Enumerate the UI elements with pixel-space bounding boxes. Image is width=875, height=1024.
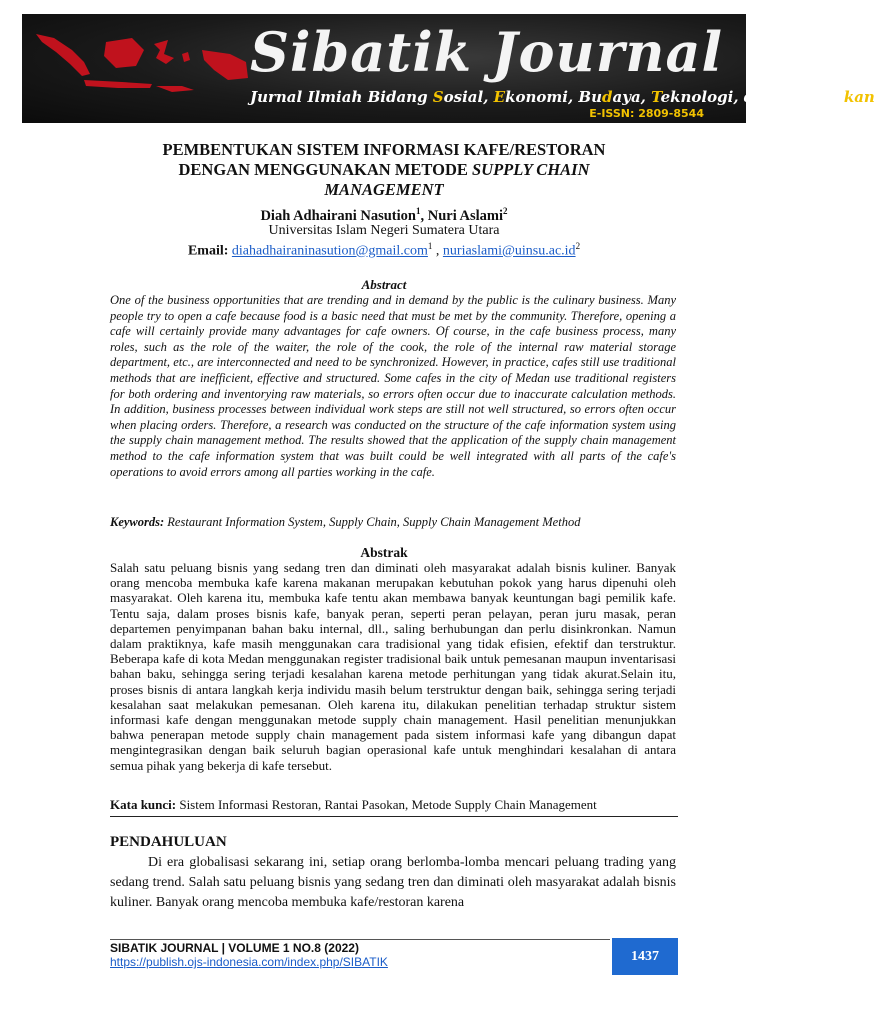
abstract-heading: Abstract [361, 277, 407, 292]
abstract-text: One of the business opportunities that are trending and in demand by the public is the culinary business. Many people try to open a cafe because food is a basic need that must be met by the community. Therefore, opening a cafe will certainly provide many advantages for cafe owners. Of course, in the cafe business process, many roles, such as the role of the waiter, the role of the cook, the role of the internal raw material storage department, etc., are interconnected and need to be synchronized. However, in practice, cafes still use traditional methods that are inefficient, effective and structured. Some cafes in the city of Medan use traditional registers for both ordering and inventorying raw materials, so errors often occur due to inaccurate calculation methods. In addition, business processes between individual work steps are still not well structured, so errors often occur when placing orders. Therefore, a research was conducted on the structure of the cafe information system using the supply chain management method. The results showed that the application of the supply chain management method to the cafe information system that was built could be well integrated with all parts of the cafe's operations to avoid errors among all parties working in the cafe. [110, 293, 676, 479]
journal-title: Sibatik Journal [250, 20, 723, 84]
section-body: Di era globalisasi sekarang ini, setiap orang berlomba-lomba mencari peluang trading yang sedang trend. Salah satu peluang bisnis yang sedang tren dan diminati oleh masyarakat adalah bisnis kuliner. Banyak orang mencoba membuka kafe/restoran karena [110, 855, 676, 910]
issn-label: E-ISSN: 2809-8544 [589, 107, 704, 120]
journal-subtitle: Jurnal Ilmiah Bidang Sosial, Ekonomi, Budaya, Teknologi, dan Pendidikan [250, 88, 875, 106]
footer-url-link[interactable]: https://publish.ojs-indonesia.com/index.php/SIBATIK [110, 955, 388, 969]
email-link-2[interactable]: nuriaslami@uinsu.ac.id [442, 243, 576, 259]
paper-title: PEMBENTUKAN SISTEM INFORMASI KAFE/RESTORAN DENGAN MENGGUNAKAN METODE SUPPLY CHAIN MANAGEMENT [162, 140, 606, 199]
abstrak-text: Salah satu peluang bisnis yang sedang tren dan diminati oleh masyarakat adalah bisnis kuliner. Banyak orang mencoba membuka kafe karena makanan merupakan kebutuhan pokok yang harus dipenuhi oleh masyarakat. Oleh karena itu, membuka kafe tentu akan membawa banyak keuntungan bagi pemilik kafe. Tentu saja, dalam proses bisnis kafe, banyak peran, seperti peran pelayan, peran juru masak, peran departemen penyimpanan bahan baku internal, dll., saling berhubungan dan perlu disinkronkan. Namun dalam praktiknya, kafe masih menggunakan cara tradisional yang tidak efisien, efektif dan terstruktur. Beberapa kafe di kota Medan menggunakan register tradisional baik untuk pemesanan maupun inventarisasi bahan baku, sehingga sering terjadi kesalahan karena metode perhitungan yang tidak akurat.Selain itu, proses bisnis di antara langkah kerja individu masih belum terstruktur dengan baik, sehingga sering terjadi kesalahan saat melakukan pemesanan. Oleh karena itu, dilakukan penelitian terhadap struktur sistem informasi kafe dengan menggunakan metode supply chain management. Hasil penelitian menunjukkan bahwa penerapan metode supply chain management pada sistem informasi kafe yang dibangun dapat mengintegrasikan dengan baik seluruh bagian operasional kafe untuk menghindari kesalahan di antara semua pihak yang bekerja di kafe tersebut. [110, 560, 676, 773]
kata-kunci-line: Kata kunci: Sistem Informasi Restoran, Rantai Pasokan, Metode Supply Chain Management [110, 797, 597, 812]
author-list: Diah Adhairani Nasution$^1$, Nuri Aslami$^2$ [260, 206, 508, 224]
page-number-badge: 1437 [612, 938, 678, 975]
abstrak-heading: Abstrak [360, 545, 408, 560]
section-heading: PENDAHULUAN [110, 834, 227, 850]
affiliation: Universitas Islam Negeri Sumatera Utara [268, 223, 500, 238]
email-line: Email: diahadhairaninasution@gmail.com$^1$ , $nuriaslami@uinsu.ac.id^2$ [187, 241, 581, 259]
footer-divider [110, 939, 610, 940]
indonesia-map-graphic [32, 28, 252, 98]
section-divider [110, 816, 678, 817]
email-link-1[interactable]: diahadhairaninasution@gmail.com [231, 243, 428, 259]
keywords-line: Keywords: Restaurant Information System, Supply Chain, Supply Chain Management Method [110, 515, 581, 529]
footer-journal: SIBATIK JOURNAL | VOLUME 1 NO.8 (2022) [110, 941, 359, 955]
journal-banner [22, 14, 875, 123]
